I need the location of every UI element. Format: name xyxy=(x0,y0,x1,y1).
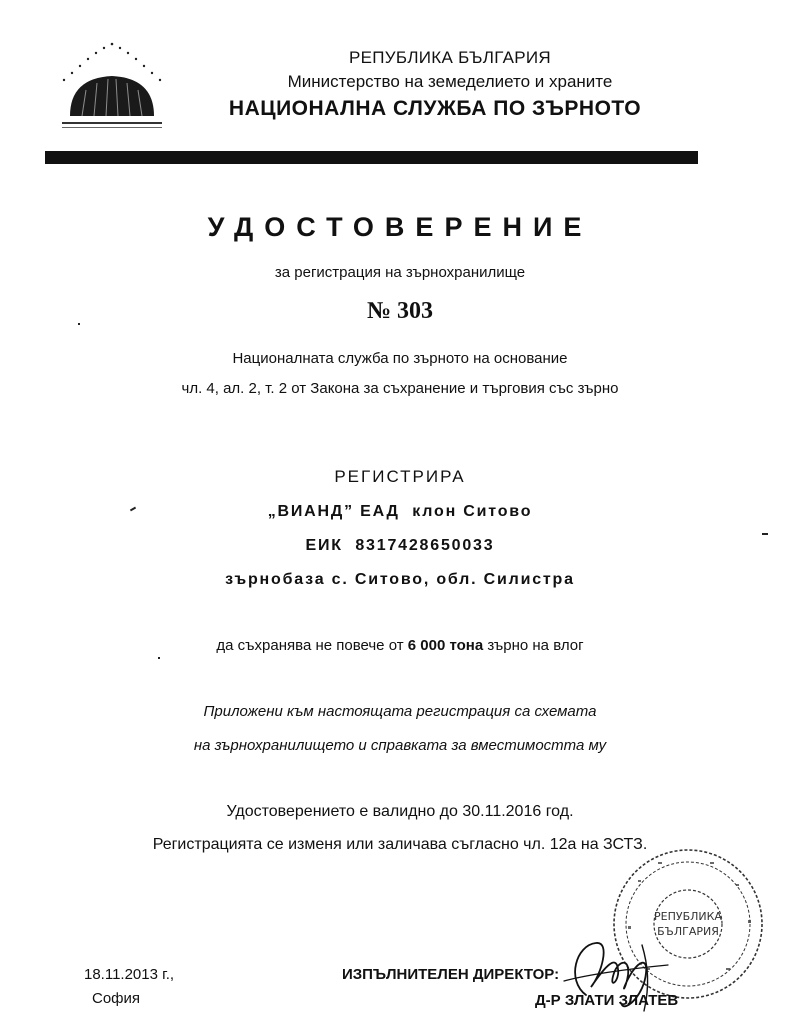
header-country: РЕПУБЛИКА БЪЛГАРИЯ xyxy=(348,48,552,67)
agency-logo-icon xyxy=(52,38,172,138)
validity-statement: Удостоверението е валидно до 30.11.2016 год. xyxy=(226,803,574,820)
director-name: Д-Р ЗЛАТИ ЗЛАТЕВ xyxy=(535,992,679,1009)
director-title: ИЗПЪЛНИТЕЛЕН ДИРЕКТОР: xyxy=(342,966,560,983)
scan-speck xyxy=(762,533,768,535)
header-ministry: Министерство на земеделието и храните xyxy=(287,72,613,91)
company-eik: ЕИК 8317428650033 xyxy=(305,537,495,554)
scan-speck xyxy=(158,657,160,659)
legal-basis-line-1: Националната служба по зърното на основание xyxy=(232,350,568,367)
attachment-note-line-1: Приложени към настоящата регистрация са схемата xyxy=(203,703,597,720)
header-divider xyxy=(45,151,698,164)
stamp-text-line-1: РЕПУБЛИКА xyxy=(654,910,722,923)
stamp-text-line-2: БЪЛГАРИЯ xyxy=(657,925,719,938)
company-name: „ВИАНД” ЕАД клон Ситово xyxy=(267,503,533,520)
issue-city: София xyxy=(92,990,141,1007)
capacity-suffix: зърно на влог xyxy=(483,637,584,654)
amendment-statement: Регистрацията се изменя или заличава съгласно чл. 12а на ЗСТЗ. xyxy=(152,836,648,853)
certificate-title: УДОСТОВЕРЕНИЕ xyxy=(207,212,593,242)
capacity-statement xyxy=(0,637,800,654)
registers-heading: РЕГИСТРИРА xyxy=(334,467,466,486)
issue-date: 18.11.2013 г., xyxy=(84,966,175,983)
header-agency: НАЦИОНАЛНА СЛУЖБА ПО ЗЪРНОТО xyxy=(228,97,642,120)
attachment-note-line-2: на зърнохранилището и справката за вместимостта му xyxy=(193,737,607,754)
scan-speck xyxy=(78,323,80,325)
storage-location: зърнобаза с. Ситово, обл. Силистра xyxy=(225,571,575,588)
certificate-subtitle: за регистрация на зърнохранилище xyxy=(274,264,526,281)
signature-icon xyxy=(556,925,676,1015)
certificate-number: № 303 xyxy=(366,298,434,324)
legal-basis-line-2: чл. 4, ал. 2, т. 2 от Закона за съхранение и търговия със зърно xyxy=(181,380,619,397)
capacity-amount: 6 000 тона xyxy=(407,637,484,654)
capacity-prefix: да съхранява не повече от xyxy=(216,637,408,654)
